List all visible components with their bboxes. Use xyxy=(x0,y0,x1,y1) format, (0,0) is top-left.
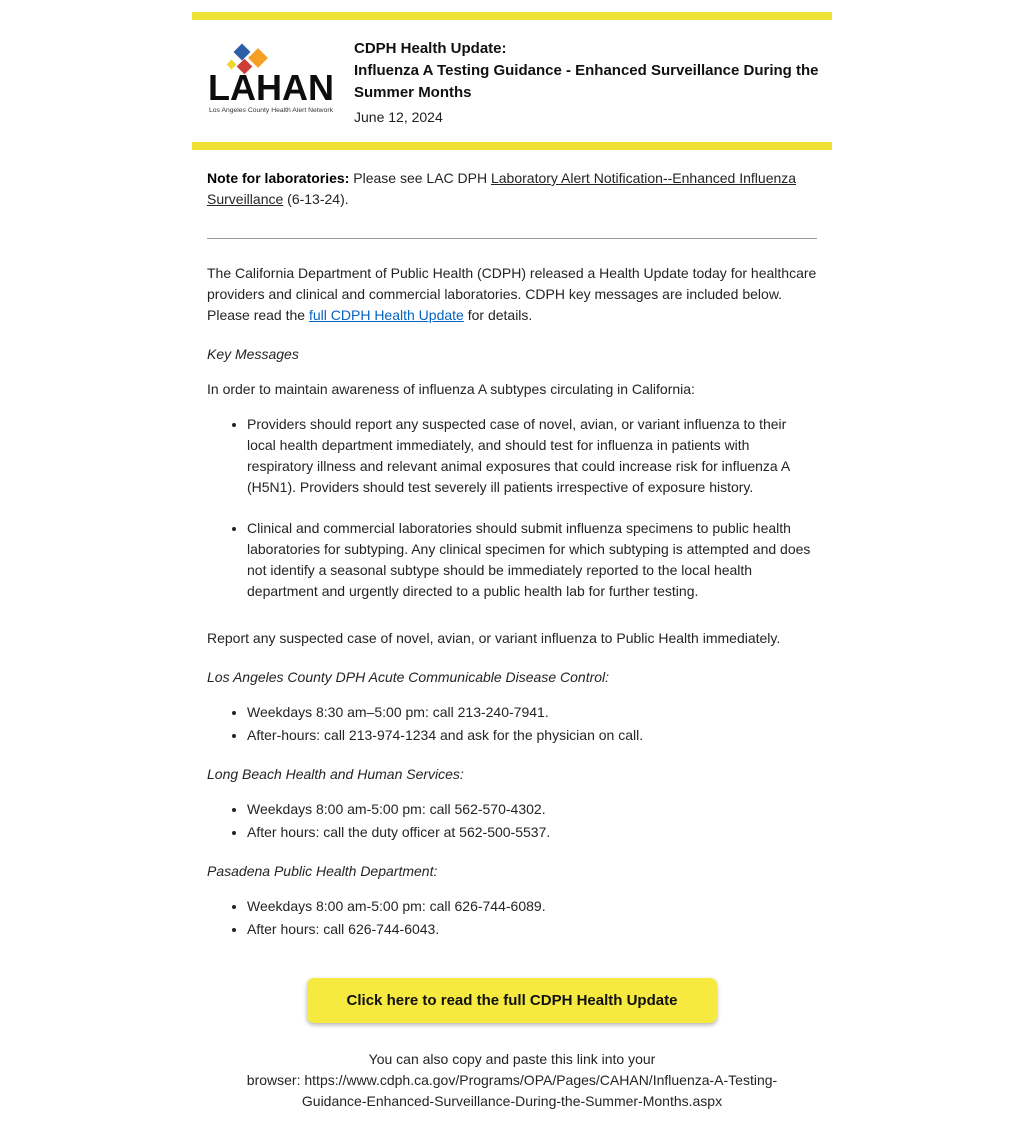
footer-url: https://www.cdph.ca.gov/Programs/OPA/Pages/CAHAN/Influenza-A-Testing-Guidance-Enhanced-Surveillance-During-the-Summer-Months.aspx xyxy=(301,1072,778,1109)
intro-paragraph xyxy=(207,263,817,326)
list-item: • Clinical and commercial laboratories should submit influenza specimens to public health laboratories for subtyping. Any clinical specimen for which subtyping is attempted and does not identify a seasonal subtype should be immediately reported to the local health department and urgently directed to a public health lab for further testing. xyxy=(247,518,817,602)
top-accent-bar xyxy=(192,12,832,20)
update-subtitle: Influenza A Testing Guidance - Enhanced Surveillance During the Summer Months xyxy=(354,62,819,101)
logo-caption: Los Angeles County Health Alert Network xyxy=(209,108,335,114)
lab-alert-notification-link[interactable]: Laboratory Alert Notification--Enhanced Influenza Surveillance xyxy=(207,170,797,207)
lahan-logo-icon xyxy=(208,42,336,116)
list-item: • After hours: call the duty officer at 562-500-5537. xyxy=(247,822,817,843)
full-cdph-update-link[interactable]: full CDPH Health Update xyxy=(308,307,464,323)
contact-heading-long-beach: Long Beach Health and Human Services: xyxy=(207,766,464,782)
email-header xyxy=(192,20,832,142)
logo-orange-diamond-icon xyxy=(248,48,268,68)
contact-list-la-county xyxy=(207,702,817,746)
contact-heading-la-county: Los Angeles County DPH Acute Communicable Disease Control: xyxy=(207,669,610,685)
lab-note-label: Note for laboratories: xyxy=(207,170,350,186)
list-item: • Providers should report any suspected case of novel, avian, or variant influenza to their local health department immediately, and should test for influenza in patients with respiratory illness and relevant animal exposures that could increase risk for influenza A (H5N1). Providers should test severely ill patients irrespective of exposure history. xyxy=(247,414,817,498)
update-date: June 12, 2024 xyxy=(354,109,443,125)
list-item: • Weekdays 8:00 am-5:00 pm: call 626-744-6089. xyxy=(247,896,817,917)
footer-line1: You can also copy and paste this link into your xyxy=(368,1051,656,1067)
logo-blue-diamond-icon xyxy=(234,44,251,61)
header-titles xyxy=(354,36,824,128)
footer-line2-prefix: browser: xyxy=(246,1072,305,1088)
list-item: • Weekdays 8:30 am–5:00 pm: call 213-240-7941. xyxy=(247,702,817,723)
key-messages-intro: In order to maintain awareness of influenza A subtypes circulating in California: xyxy=(207,381,695,397)
contact-heading-pasadena: Pasadena Public Health Department: xyxy=(207,863,438,879)
lab-note xyxy=(207,168,817,210)
email-body xyxy=(192,0,832,1136)
contact-list-long-beach xyxy=(207,799,817,843)
list-item: • After hours: call 626-744-6043. xyxy=(247,919,817,940)
lahan-logo xyxy=(208,36,338,121)
logo-wordmark: LAHAN xyxy=(208,67,334,108)
list-item: • Weekdays 8:00 am-5:00 pm: call 562-570-4302. xyxy=(247,799,817,820)
report-instruction: Report any suspected case of novel, avian, or variant influenza to Public Health immediately. xyxy=(207,630,781,646)
header-accent-bar xyxy=(192,142,832,150)
footer-note xyxy=(217,1049,807,1112)
list-item: • After-hours: call 213-974-1234 and ask for the physician on call. xyxy=(247,725,817,746)
lab-note-text-before: Please see LAC DPH xyxy=(349,170,491,186)
divider xyxy=(207,238,817,239)
intro-text-after: for details. xyxy=(463,307,533,323)
contact-list-pasadena xyxy=(207,896,817,940)
cta-container xyxy=(207,978,817,1023)
update-title: CDPH Health Update: xyxy=(354,40,507,57)
key-messages-list xyxy=(207,414,817,602)
key-messages-heading: Key Messages xyxy=(207,346,299,362)
cta-read-full-update-button[interactable]: Click here to read the full CDPH Health Update xyxy=(307,978,718,1023)
intro-text-before: The California Department of Public Health (CDPH) released a Health Update today for healthcare providers and clinical and commercial laboratories. CDPH key messages are included below. Please read the xyxy=(207,265,817,323)
lab-note-text-after: (6-13-24). xyxy=(283,191,349,207)
email-content xyxy=(192,168,832,1136)
